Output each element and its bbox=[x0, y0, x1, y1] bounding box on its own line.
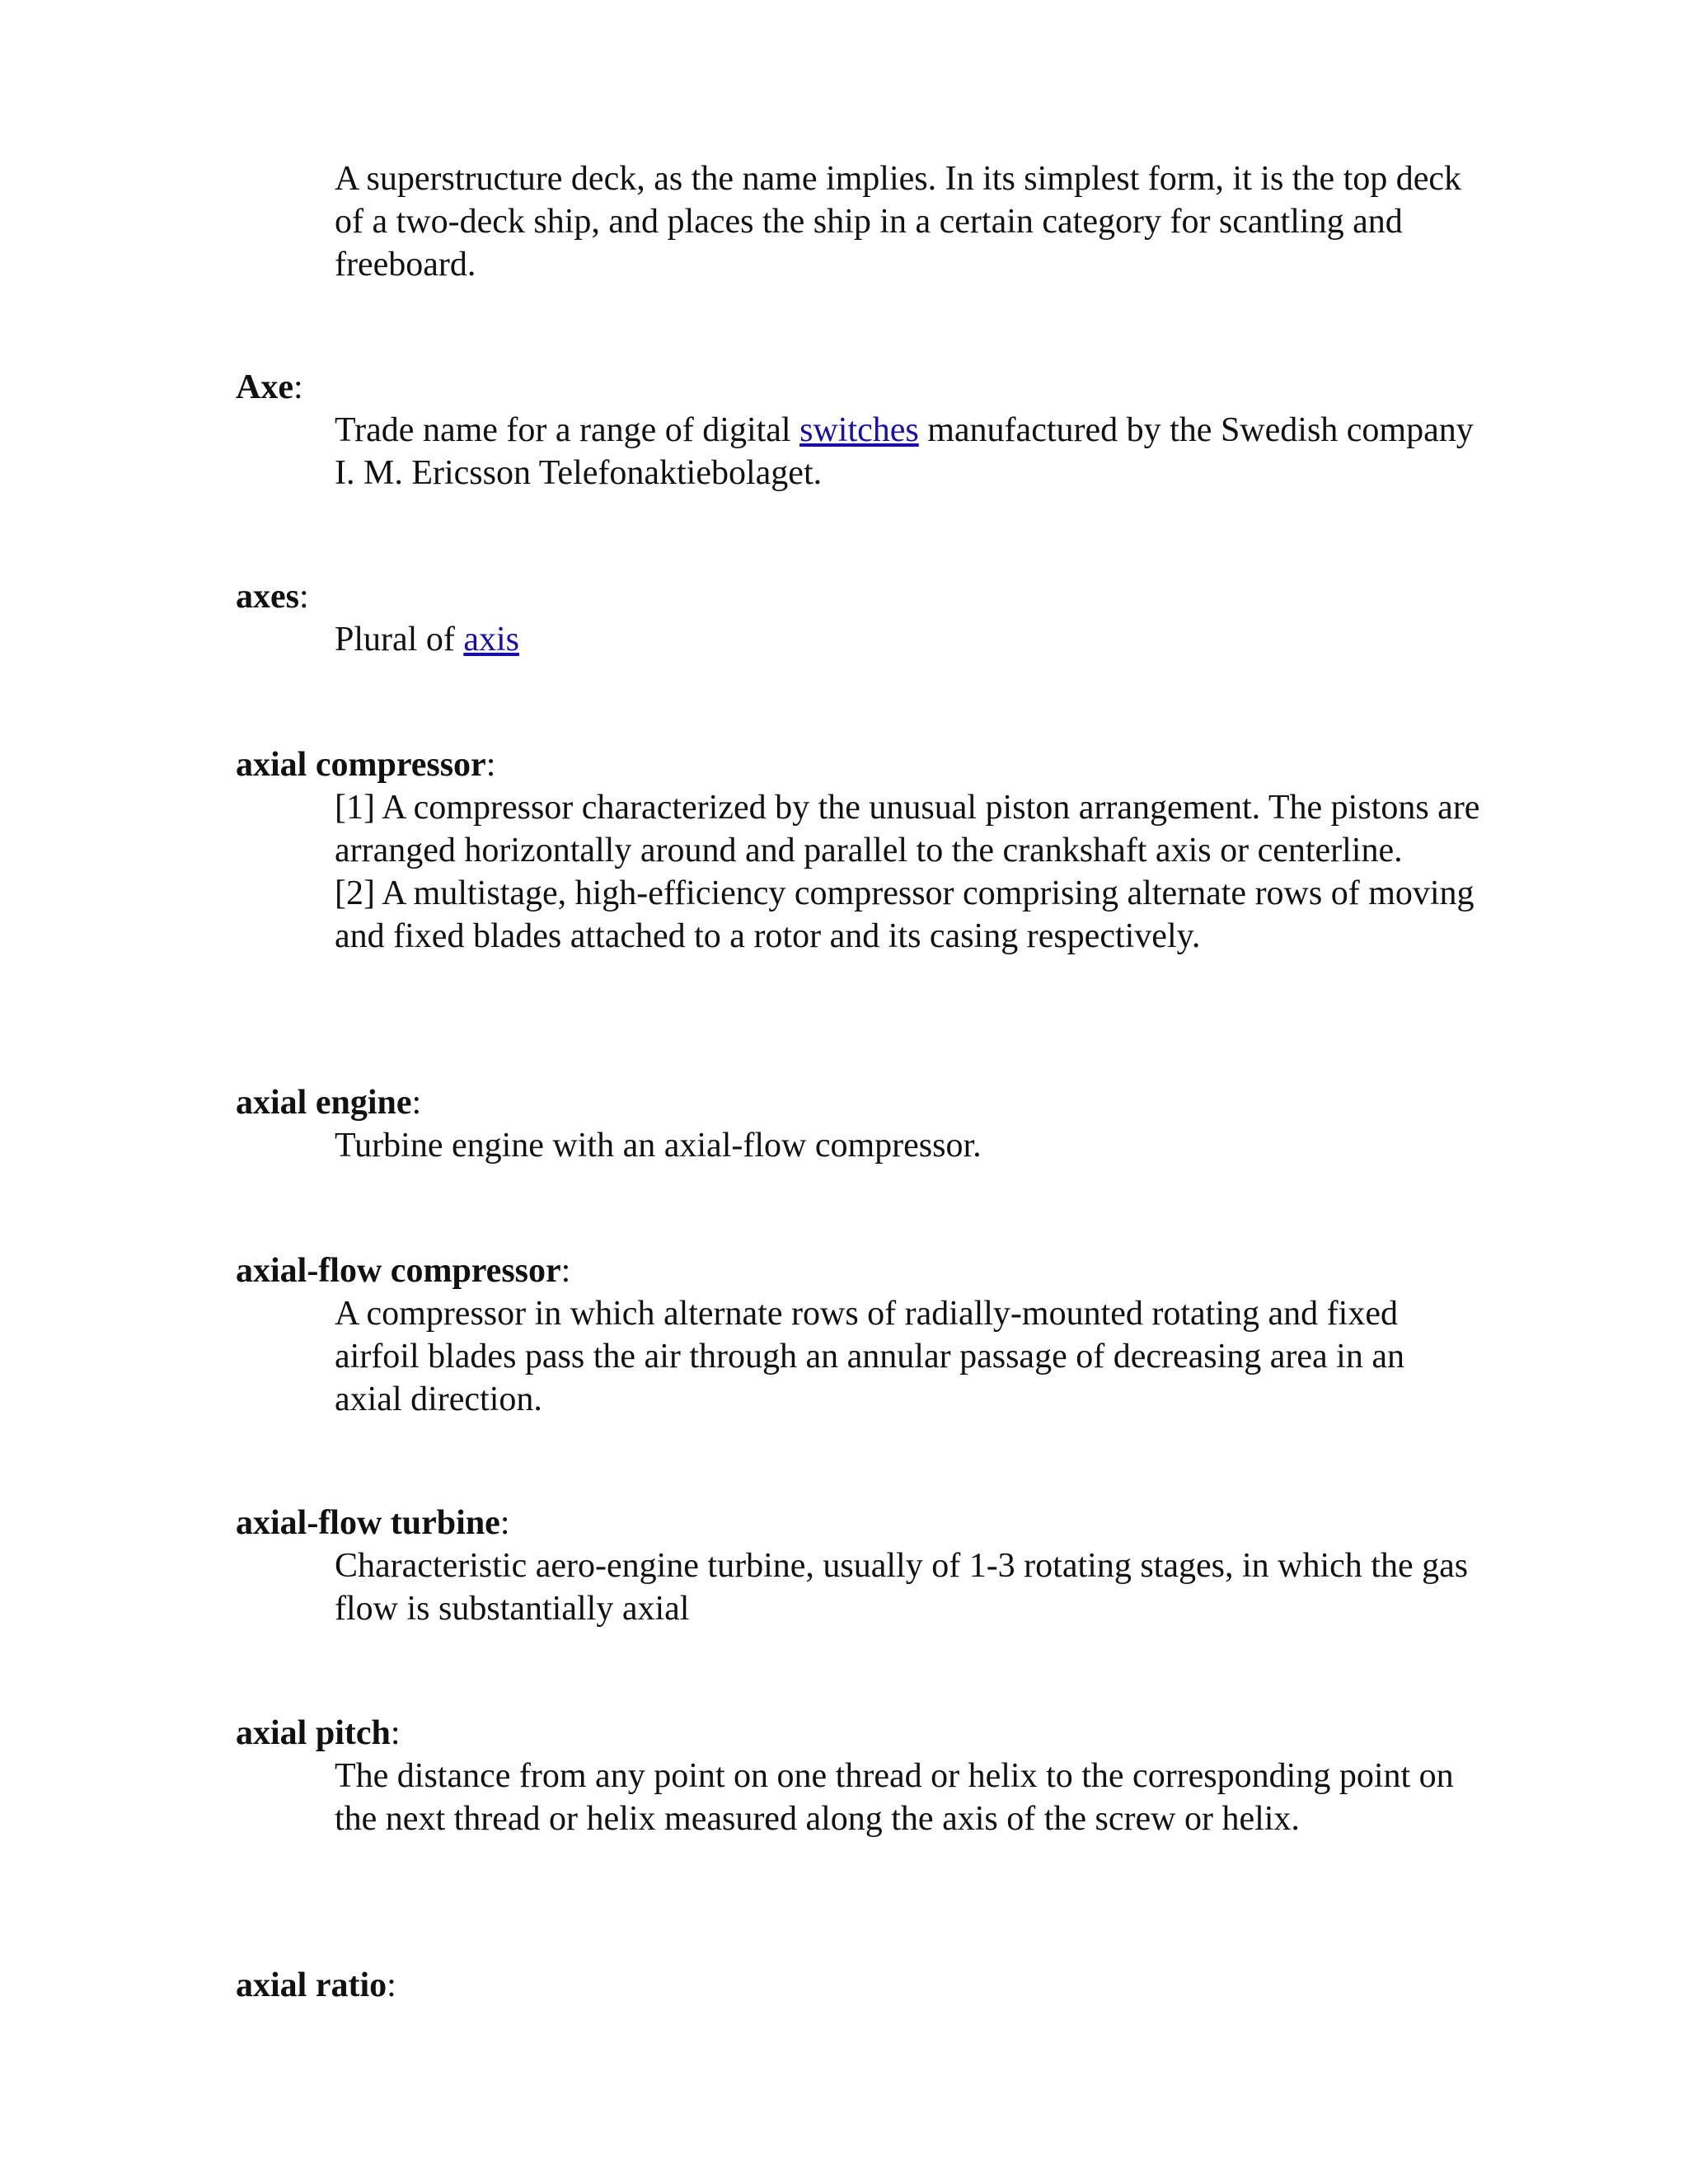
term-axial-pitch bbox=[236, 1712, 401, 1755]
definition-text: A superstructure deck, as the name implies. In its simplest form, it is the top deck of a two-deck ship, and places the ship in a certain category for scantling and freeboard. bbox=[335, 160, 1462, 284]
definition-text-before: Plural of bbox=[335, 621, 464, 658]
term-label: axial engine bbox=[236, 1084, 412, 1122]
definition-axes bbox=[335, 618, 1480, 661]
definition-text-1: [1] A compressor characterized by the unusual piston arrangement. The pistons are arranged horizontally around and parallel to the crankshaft axis or centerline. bbox=[335, 789, 1480, 869]
term-axial-ratio bbox=[236, 1964, 396, 2007]
term-colon: : bbox=[390, 1714, 401, 1752]
term-label: Axe bbox=[236, 368, 293, 406]
term-colon: : bbox=[560, 1252, 571, 1290]
term-colon: : bbox=[411, 1084, 422, 1122]
definition-text-2: [2] A multistage, high-efficiency compressor comprising alternate rows of moving and fixed blades attached to a rotor and its casing respectively. bbox=[335, 874, 1475, 955]
definition-axial-pitch bbox=[335, 1755, 1480, 1840]
link-switches[interactable]: switches bbox=[799, 411, 919, 449]
definition-axial-flow-turbine bbox=[335, 1544, 1480, 1630]
term-axial-engine bbox=[236, 1081, 421, 1124]
definition-axial-compressor bbox=[335, 786, 1480, 958]
term-label: axial-flow turbine bbox=[236, 1504, 500, 1542]
definition-axe bbox=[335, 409, 1480, 494]
term-colon: : bbox=[293, 368, 303, 406]
term-label: axial compressor bbox=[236, 746, 486, 784]
definition-axial-flow-compressor bbox=[335, 1292, 1480, 1421]
definition-axial-engine bbox=[335, 1124, 1480, 1167]
term-label: axes bbox=[236, 578, 299, 616]
definition-text: Characteristic aero-engine turbine, usually of 1-3 rotating stages, in which the gas flow is substantially axial bbox=[335, 1547, 1469, 1628]
definition-text: A compressor in which alternate rows of radially-mounted rotating and fixed airfoil blades pass the air through an annular passage of decreasing area in an axial direction. bbox=[335, 1295, 1404, 1418]
term-axes bbox=[236, 575, 309, 618]
term-colon: : bbox=[499, 1504, 510, 1542]
term-colon: : bbox=[485, 746, 496, 784]
term-colon: : bbox=[299, 578, 309, 616]
term-colon: : bbox=[387, 1966, 396, 2004]
term-label: axial-flow compressor bbox=[236, 1252, 561, 1290]
definition-text-before: Trade name for a range of digital bbox=[335, 411, 800, 449]
term-axial-compressor bbox=[236, 743, 495, 786]
definition-text: The distance from any point on one thread or helix to the corresponding point on the next thread or helix measured along the axis of the screw or helix. bbox=[335, 1757, 1454, 1838]
term-label: axial ratio bbox=[236, 1966, 387, 2004]
link-axis[interactable]: axis bbox=[463, 621, 519, 658]
definition-text-after: manufactured by the Swedish company I. M. Ericsson Telefonaktiebolaget. bbox=[335, 411, 1474, 492]
term-axe bbox=[236, 366, 303, 409]
definition-superstructure-deck bbox=[335, 157, 1480, 286]
definition-text: Turbine engine with an axial-flow compressor. bbox=[335, 1127, 982, 1165]
term-axial-flow-turbine bbox=[236, 1502, 510, 1544]
term-label: axial pitch bbox=[236, 1714, 391, 1752]
definition-text bbox=[335, 409, 1480, 494]
definition-text bbox=[335, 618, 1480, 661]
term-axial-flow-compressor bbox=[236, 1249, 570, 1292]
